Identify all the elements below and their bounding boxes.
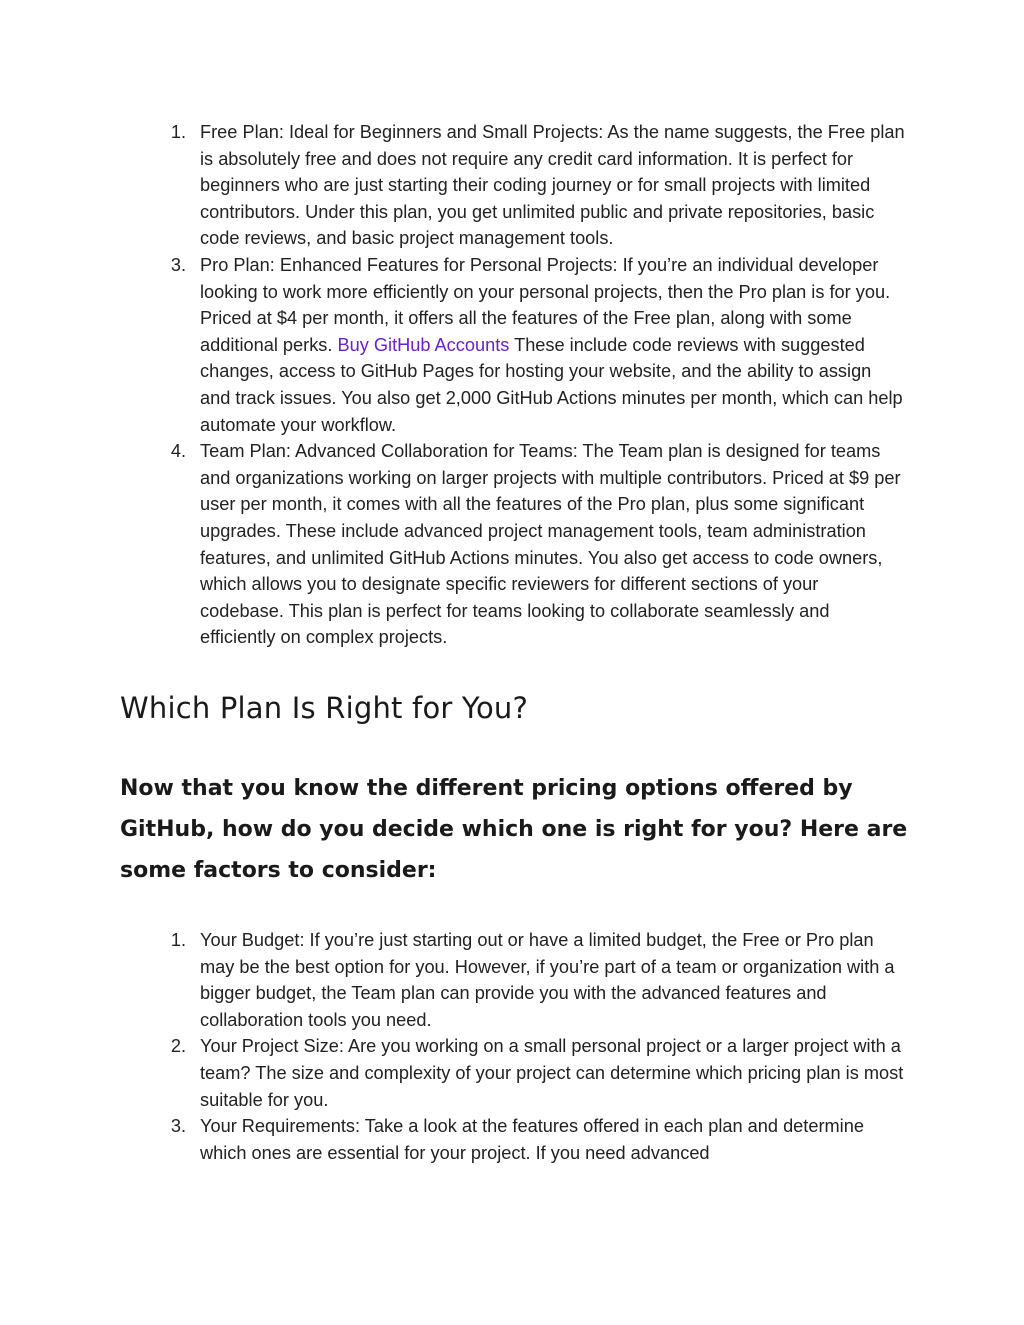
list-number: 3. (170, 1116, 186, 1137)
list-number: 1. (170, 930, 186, 950)
list-number: 3. (170, 254, 186, 275)
list-item-team-plan (0, 438, 905, 651)
list-item-budget (0, 927, 905, 1033)
buy-github-accounts-link[interactable]: Buy GitHub Accounts (337, 334, 510, 355)
list-item-text: Your Project Size: Are you working on a small personal project or a larger project with a team? The size and complexity of your project can determine which pricing plan is most suitable for you. (200, 1036, 904, 1110)
list-item-text: Your Requirements: Take a look at the features offered in each plan and determine which ones are essential for your project. If you need advanced (200, 1116, 864, 1163)
list-item-project-size (0, 1033, 905, 1113)
list-item-text: Free Plan: Ideal for Beginners and Small Projects: As the name suggests, the Free plan is absolutely free and does not require any credit card information. It is perfect for beginners who are just starting their coding journey or for small projects with limited contributors. Under this plan, you get unlimited public and private repositories, basic code reviews, and basic project management tools. (200, 122, 905, 249)
list-number: 1. (170, 122, 186, 142)
list-item-text: Team Plan: Advanced Collaboration for Teams: The Team plan is designed for teams and organizations working on larger projects with multiple contributors. Priced at $9 per user per month, it comes with all the features of the Pro plan, plus some significant upgrades. These include advanced project management tools, team administration features, and unlimited GitHub Actions minutes. You also get access to code owners, which allows you to designate specific reviewers for different sections of your codebase. This plan is perfect for teams looking to collaborate seamlessly and efficiently on complex projects. (200, 441, 901, 648)
list-item-text: Pro Plan: Enhanced Features for Personal Projects: If you’re an individual developer looking to work more efficiently on your personal projects, then the Pro plan is for you. Priced at $4 per month, it offers all the features of the Free plan, along with some additional perks. (200, 254, 891, 355)
list-number: 4. (170, 441, 186, 462)
section-heading: Which Plan Is Right for You? (120, 691, 529, 725)
list-item-free-plan (0, 119, 905, 252)
section-subheading: Now that you know the different pricing options offered by GitHub, how do you decide which one is right for you? Here are some factors to consider: (120, 776, 908, 883)
factors-list (0, 927, 905, 1166)
pricing-plans-list (0, 119, 905, 651)
list-item-requirements (0, 1113, 905, 1166)
list-item-text: Your Budget: If you’re just starting out or have a limited budget, the Free or Pro plan may be the best option for you. However, if you’re part of a team or organization with a bigger budget, the Team plan can provide you with the advanced features and collaboration tools you need. (200, 930, 895, 1030)
list-number: 2. (170, 1036, 186, 1057)
list-item-text-continued: These include code reviews with suggested changes, access to GitHub Pages for hosting your website, and the ability to assign and track issues. You also get 2,000 GitHub Actions minutes per month, which can help automate your workflow. (200, 334, 903, 435)
list-item-pro-plan (0, 252, 905, 438)
